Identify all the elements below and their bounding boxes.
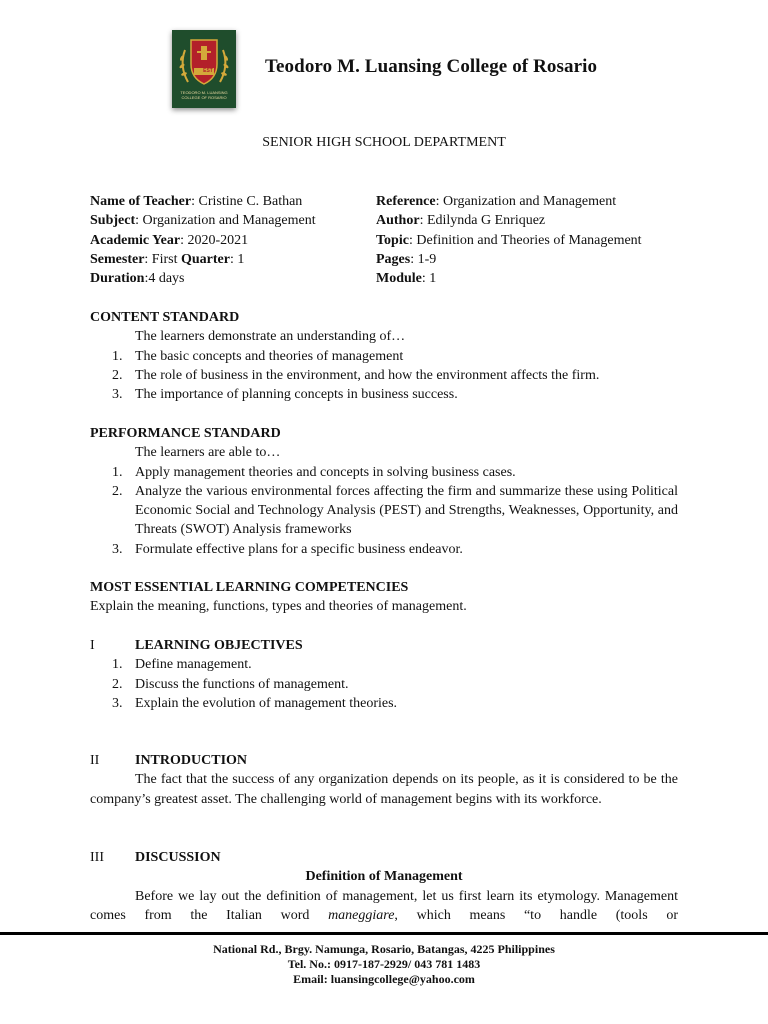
objectives-heading-row (90, 636, 678, 655)
objectives-heading: LEARNING OBJECTIVES (135, 638, 303, 653)
pages-row (376, 250, 642, 269)
list-number: 3. (112, 387, 123, 403)
info-right-column (376, 192, 642, 288)
semester-value: : First (144, 251, 181, 267)
list-number: 1. (112, 464, 123, 480)
discussion-heading: DISCUSSION (135, 850, 221, 865)
performance-standard-section (90, 424, 678, 559)
discussion-italic-word: maneggiare (328, 907, 395, 923)
footer-divider (0, 932, 768, 935)
footer (0, 942, 768, 987)
discussion-subheading: Definition of Management (305, 869, 463, 885)
reference-row (376, 192, 642, 211)
topic-row (376, 231, 642, 250)
footer-address: National Rd., Brgy. Namunga, Rosario, Batangas, 4225 Philippines (213, 942, 555, 956)
objectives-section (90, 636, 678, 713)
teacher-row (90, 192, 316, 211)
author-row (376, 211, 642, 230)
list-text: Discuss the functions of management. (135, 676, 349, 692)
discussion-section (90, 848, 678, 925)
subject-label: Subject (90, 213, 136, 229)
objectives-list (90, 655, 678, 713)
list-item (90, 655, 678, 674)
module-value: : 1 (421, 271, 437, 287)
topic-label: Topic (376, 232, 409, 248)
topic-value: : Definition and Theories of Management (408, 232, 642, 248)
list-item (90, 540, 678, 559)
list-item (90, 694, 678, 713)
performance-standard-list (90, 463, 678, 559)
introduction-roman-numeral: II (90, 753, 100, 768)
discussion-text-before: Before we lay out the definition of management, let us first learn its etymology. Management comes from the Italian word (90, 888, 678, 923)
year-value: : 2020-2021 (180, 232, 249, 248)
semester-label: Semester (90, 251, 145, 267)
reference-label: Reference (376, 194, 436, 209)
competencies-section (90, 578, 678, 617)
semester-row (90, 250, 316, 269)
content-standard-section (90, 308, 678, 404)
duration-value: :4 days (144, 271, 185, 287)
college-name: Teodoro M. Luansing College of Rosario (265, 56, 598, 77)
list-number: 1. (112, 657, 123, 673)
reference-value: : Organization and Management (435, 194, 617, 209)
year-label: Academic Year (90, 232, 181, 248)
list-item (90, 675, 678, 694)
content-standard-intro: The learners demonstrate an understanding of… (135, 329, 406, 345)
objectives-roman-numeral: I (90, 638, 95, 653)
teacher-label: Name of Teacher (90, 194, 192, 209)
performance-standard-heading: PERFORMANCE STANDARD (90, 426, 281, 441)
performance-standard-intro: The learners are able to… (135, 445, 281, 461)
list-text: Apply management theories and concepts in solving business cases. (135, 464, 516, 480)
teacher-value: : Cristine C. Bathan (191, 194, 303, 209)
list-item (90, 482, 678, 540)
quarter-label: Quarter (181, 251, 230, 267)
discussion-paragraph (90, 887, 678, 926)
footer-telephone: Tel. No.: 0917-187-2929/ 043 781 1483 (287, 957, 481, 971)
competencies-heading: MOST ESSENTIAL LEARNING COMPETENCIES (90, 580, 409, 595)
list-text: Define management. (135, 657, 252, 673)
module-row (376, 269, 642, 288)
list-number: 1. (112, 348, 123, 364)
list-text: Analyze the various environmental forces affecting the firm and summarize these using Political Economic Social and Technology Analysis (PEST) and Strengths, Weaknesses, Opportunity, and Threats (SWOT) Analysis frameworks (135, 483, 678, 538)
quarter-value: : 1 (229, 251, 245, 267)
list-number: 2. (112, 483, 123, 499)
list-text: The basic concepts and theories of management (135, 348, 404, 364)
list-item (90, 347, 678, 366)
department-title: SENIOR HIGH SCHOOL DEPARTMENT (262, 135, 506, 150)
year-row (90, 231, 316, 250)
pages-value: : 1-9 (410, 251, 437, 267)
list-number: 2. (112, 676, 123, 692)
list-text: Formulate effective plans for a specific business endeavor. (135, 541, 463, 557)
footer-email: Email: luansingcollege@yahoo.com (293, 972, 475, 986)
pages-label: Pages (376, 251, 411, 267)
content-standard-heading: CONTENT STANDARD (90, 310, 240, 325)
discussion-text-after: , which means “to handle (tools or (394, 907, 678, 923)
college-logo (172, 30, 236, 108)
info-left-column (90, 192, 316, 288)
content-standard-list (90, 347, 678, 405)
introduction-heading: INTRODUCTION (135, 753, 248, 768)
list-text: The role of business in the environment, and how the environment affects the firm. (135, 367, 600, 383)
subject-value: : Organization and Management (135, 213, 316, 229)
competencies-text: Explain the meaning, functions, types and theories of management. (90, 599, 467, 615)
list-item (90, 366, 678, 385)
introduction-text: The fact that the success of any organization depends on its people, as it is considered to be the company’s greatest asset. The challenging world of management begins with its workforce. (90, 772, 678, 807)
discussion-heading-row (90, 848, 678, 867)
list-number: 3. (112, 541, 123, 557)
duration-row (90, 269, 316, 288)
list-number: 2. (112, 367, 123, 383)
logo-caption: TEODORO M. LUANSING COLLEGE OF ROSARIO (180, 90, 228, 100)
logo-badge-text: EST (203, 68, 213, 74)
module-label: Module (376, 271, 422, 287)
duration-label: Duration (90, 271, 145, 287)
introduction-heading-row (90, 751, 678, 770)
author-value: : Edilynda G Enriquez (419, 213, 546, 229)
list-number: 3. (112, 695, 123, 711)
list-item (90, 385, 678, 404)
author-label: Author (376, 213, 420, 229)
discussion-roman-numeral: III (90, 850, 104, 865)
subject-row (90, 211, 316, 230)
introduction-section (90, 751, 678, 809)
list-item (90, 463, 678, 482)
list-text: The importance of planning concepts in business success. (135, 387, 458, 403)
list-text: Explain the evolution of management theories. (135, 695, 398, 711)
